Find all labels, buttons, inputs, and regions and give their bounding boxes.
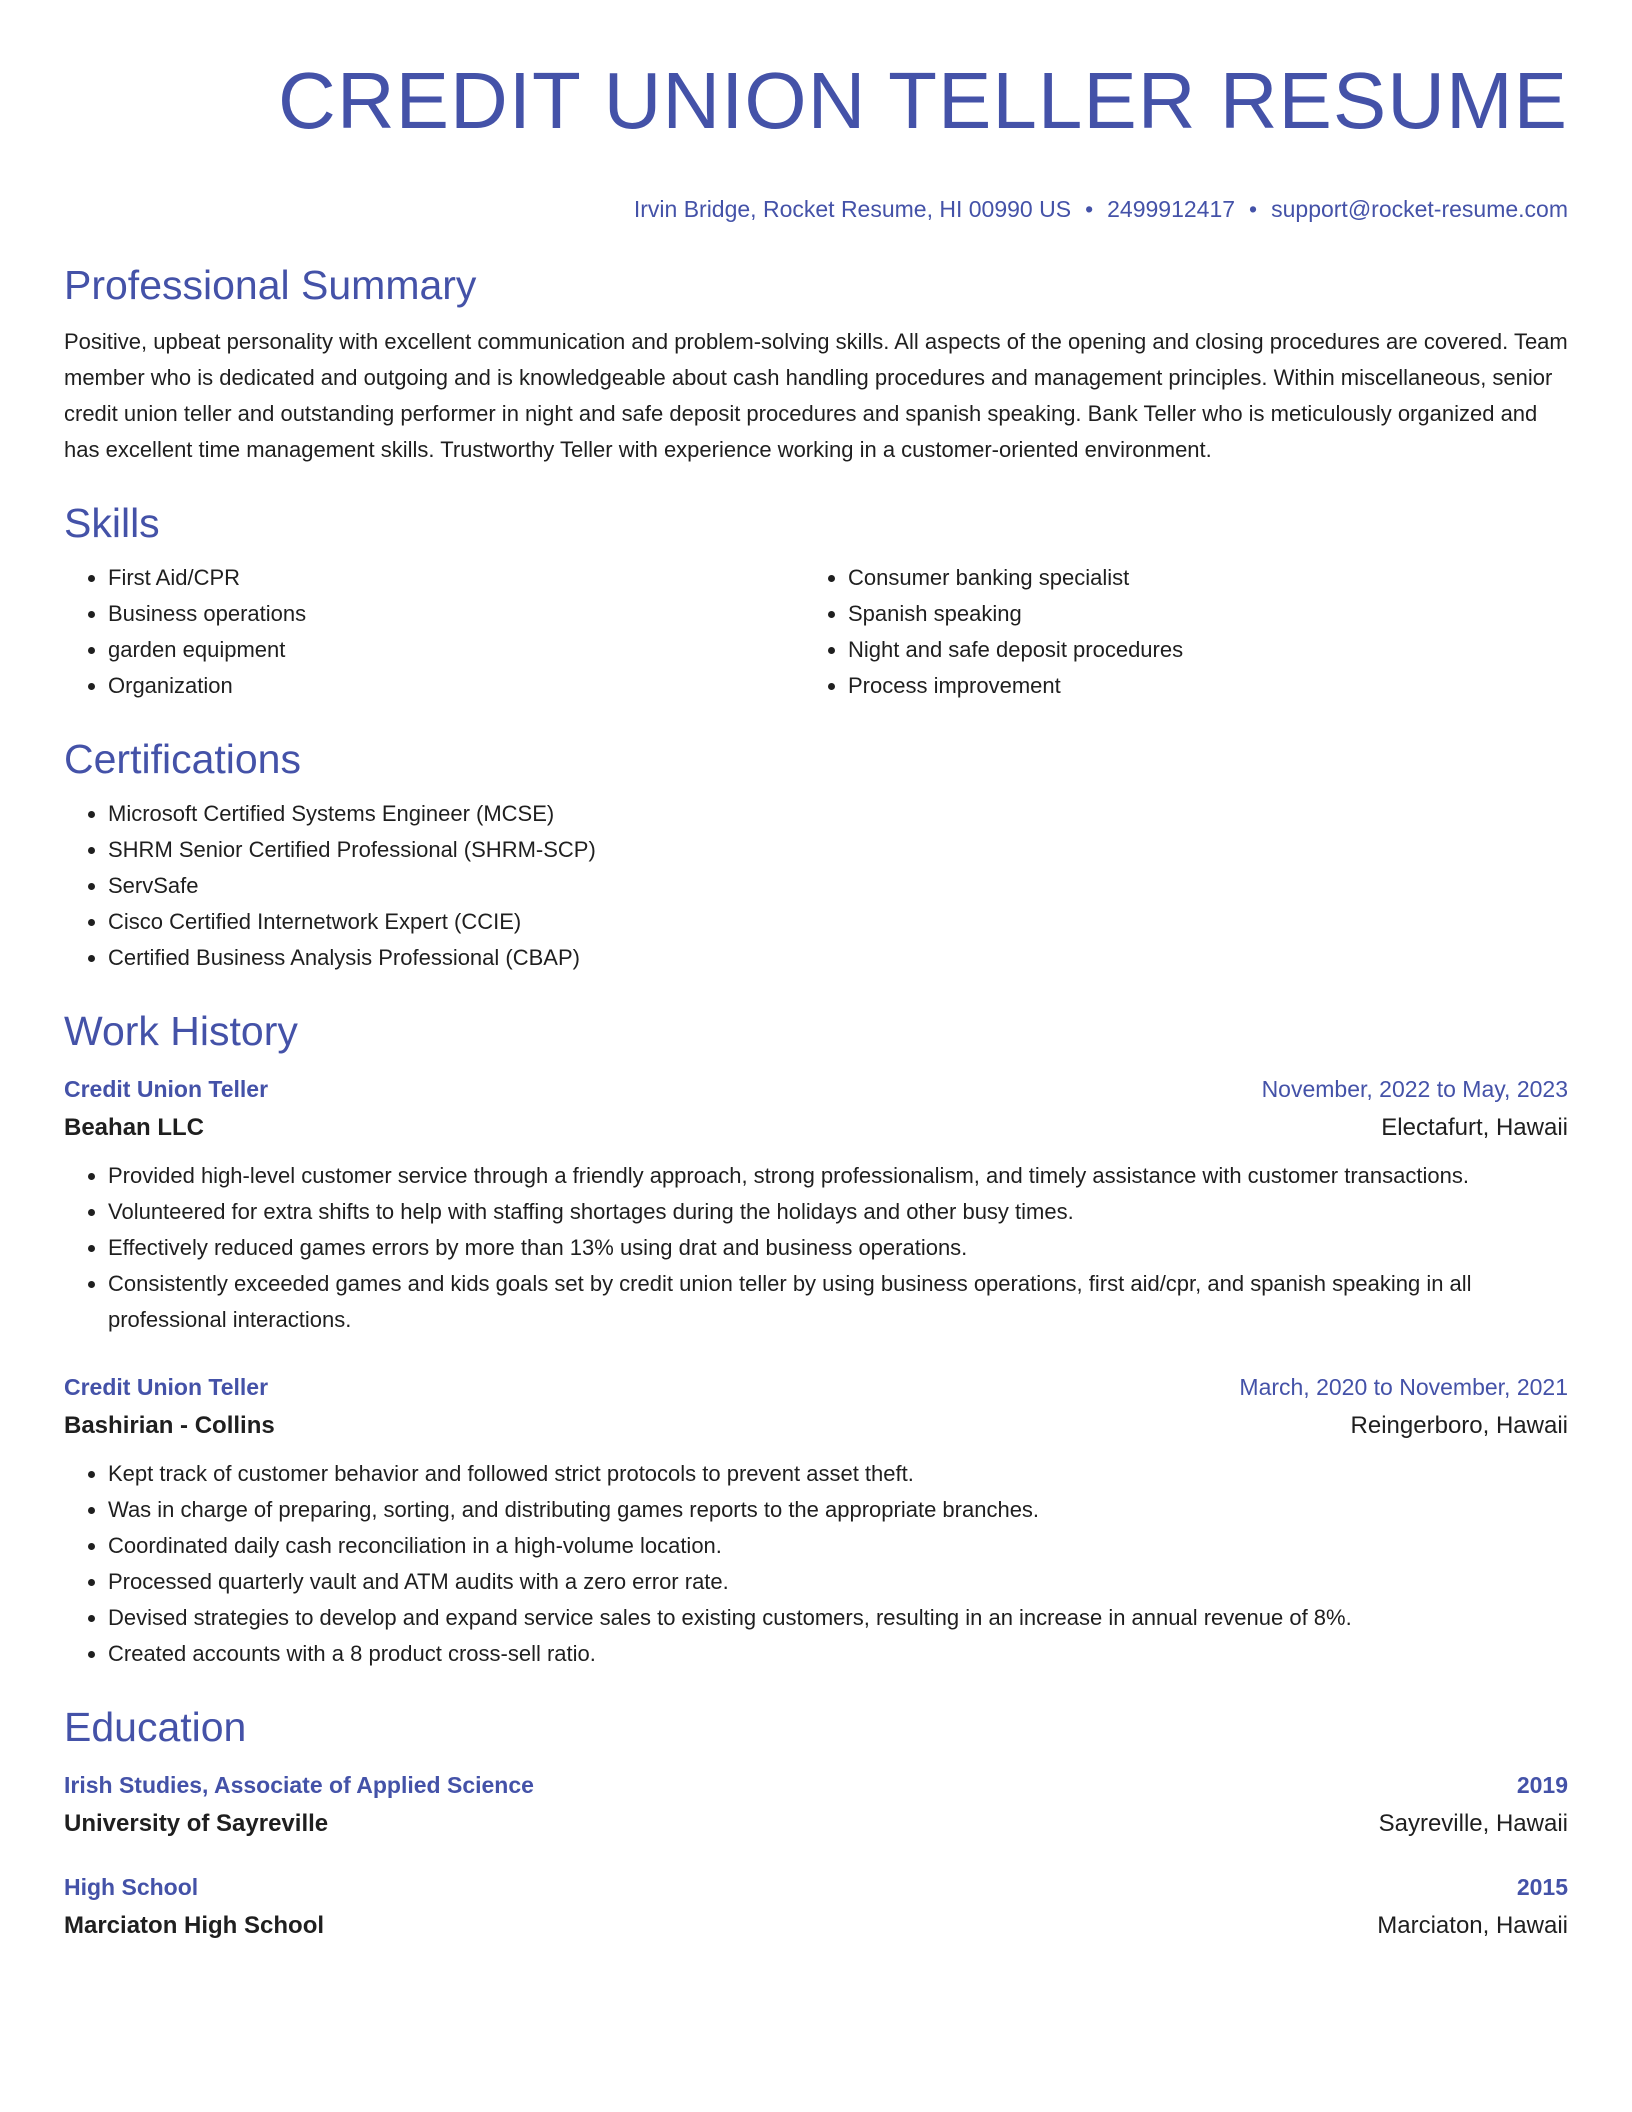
education-entry [64, 1868, 1568, 1946]
education-year: 2019 [1516, 1772, 1568, 1798]
job-dates: March, 2020 to November, 2021 [1239, 1374, 1568, 1400]
skill-item: • Consumer banking specialist [848, 560, 1544, 596]
contact-phone: 2499912417 [1107, 196, 1236, 222]
job-bullet: • Created accounts with a 8 product cross-sell ratio. [108, 1636, 1568, 1672]
job-bullet: • Coordinated daily cash reconciliation in a high-volume location. [108, 1528, 1568, 1564]
job-header-row [64, 1368, 1568, 1406]
certification-item: • Certified Business Analysis Professional (CBAP) [108, 940, 1568, 976]
job-entry [64, 1368, 1568, 1672]
skill-item: • Organization [108, 668, 804, 704]
education-degree: Irish Studies, Associate of Applied Science [64, 1772, 534, 1798]
contact-separator: • [1085, 196, 1094, 222]
skills-column-right [804, 560, 1544, 704]
job-company: Bashirian - Collins [64, 1412, 275, 1439]
job-bullets [64, 1158, 1568, 1338]
summary-text: Positive, upbeat personality with excellent communication and problem-solving skills. All aspects of the opening and closing procedures are covered. Team member who is dedicated and outgoing and is knowledgeable about cash handling procedures and management principles. Within miscellaneous, senior credit union teller and outstanding performer in night and safe deposit procedures and spanish speaking. Bank Teller who is meticulously organized and has excellent time management skills. Trustworthy Teller with experience working in a customer-oriented environment. [64, 329, 1568, 462]
job-bullet: • Provided high-level customer service through a friendly approach, strong professionalism, and timely assistance with customer transactions. [108, 1158, 1568, 1194]
education-school-row [64, 1804, 1568, 1844]
section-heading-work-history: Work History [64, 1008, 298, 1054]
certifications-list [64, 796, 1568, 976]
resume-title: CREDIT UNION TELLER RESUME [278, 56, 1568, 145]
contact-line [64, 194, 1568, 224]
skill-item: • garden equipment [108, 632, 804, 668]
job-bullet: • Consistently exceeded games and kids goals set by credit union teller by using business operations, first aid/cpr, and spanish speaking in all professional interactions. [108, 1266, 1568, 1338]
section-heading-certifications: Certifications [64, 736, 301, 782]
job-bullet: • Effectively reduced games errors by more than 13% using drat and business operations. [108, 1230, 1568, 1266]
skills-list-left [64, 560, 804, 704]
job-title: Credit Union Teller [64, 1076, 269, 1102]
section-heading-education: Education [64, 1704, 247, 1750]
job-bullets [64, 1456, 1568, 1672]
job-header-row [64, 1070, 1568, 1108]
education-degree-row [64, 1766, 1568, 1804]
education-year: 2015 [1516, 1874, 1568, 1900]
certification-item: • SHRM Senior Certified Professional (SHRM-SCP) [108, 832, 1568, 868]
job-location: Electafurt, Hawaii [1381, 1114, 1568, 1141]
skill-item: • Process improvement [848, 668, 1544, 704]
contact-email[interactable]: support@rocket-resume.com [1271, 196, 1568, 222]
education-school-row [64, 1906, 1568, 1946]
contact-address: Irvin Bridge, Rocket Resume, HI 00990 US [633, 196, 1072, 222]
resume-header [64, 50, 1568, 224]
job-bullet: • Kept track of customer behavior and followed strict protocols to prevent asset theft. [108, 1456, 1568, 1492]
certification-item: • Cisco Certified Internetwork Expert (CCIE) [108, 904, 1568, 940]
job-bullet: • Devised strategies to develop and expand service sales to existing customers, resulting in an increase in annual revenue of 8%. [108, 1600, 1568, 1636]
education-section [64, 1702, 1568, 1946]
skill-item: • Business operations [108, 596, 804, 632]
education-degree: High School [64, 1874, 199, 1900]
summary-section [64, 260, 1568, 468]
job-bullet: • Volunteered for extra shifts to help with staffing shortages during the holidays and other busy times. [108, 1194, 1568, 1230]
skill-item: • First Aid/CPR [108, 560, 804, 596]
work-history-section [64, 1006, 1568, 1672]
section-heading-summary: Professional Summary [64, 262, 477, 308]
skills-list-right [804, 560, 1544, 704]
section-heading-skills: Skills [64, 500, 160, 546]
education-location: Sayreville, Hawaii [1378, 1810, 1568, 1837]
education-location: Marciaton, Hawaii [1377, 1912, 1568, 1939]
education-degree-row [64, 1868, 1568, 1906]
job-bullet: • Was in charge of preparing, sorting, and distributing games reports to the appropriate branches. [108, 1492, 1568, 1528]
job-location: Reingerboro, Hawaii [1350, 1412, 1568, 1439]
certification-item: • ServSafe [108, 868, 1568, 904]
job-company-row [64, 1108, 1568, 1148]
job-company: Beahan LLC [64, 1114, 205, 1141]
job-bullet: • Processed quarterly vault and ATM audits with a zero error rate. [108, 1564, 1568, 1600]
education-entry [64, 1766, 1568, 1844]
contact-separator: • [1249, 196, 1258, 222]
certifications-section [64, 734, 1568, 976]
education-school: Marciaton High School [64, 1912, 325, 1939]
skills-column-left [64, 560, 804, 704]
job-entry [64, 1070, 1568, 1338]
education-school: University of Sayreville [64, 1810, 329, 1837]
job-title: Credit Union Teller [64, 1374, 269, 1400]
job-company-row [64, 1406, 1568, 1446]
skills-columns [64, 560, 1568, 704]
skill-item: • Night and safe deposit procedures [848, 632, 1544, 668]
job-dates: November, 2022 to May, 2023 [1261, 1076, 1568, 1102]
skill-item: • Spanish speaking [848, 596, 1544, 632]
skills-section [64, 498, 1568, 704]
certification-item: • Microsoft Certified Systems Engineer (MCSE) [108, 796, 1568, 832]
